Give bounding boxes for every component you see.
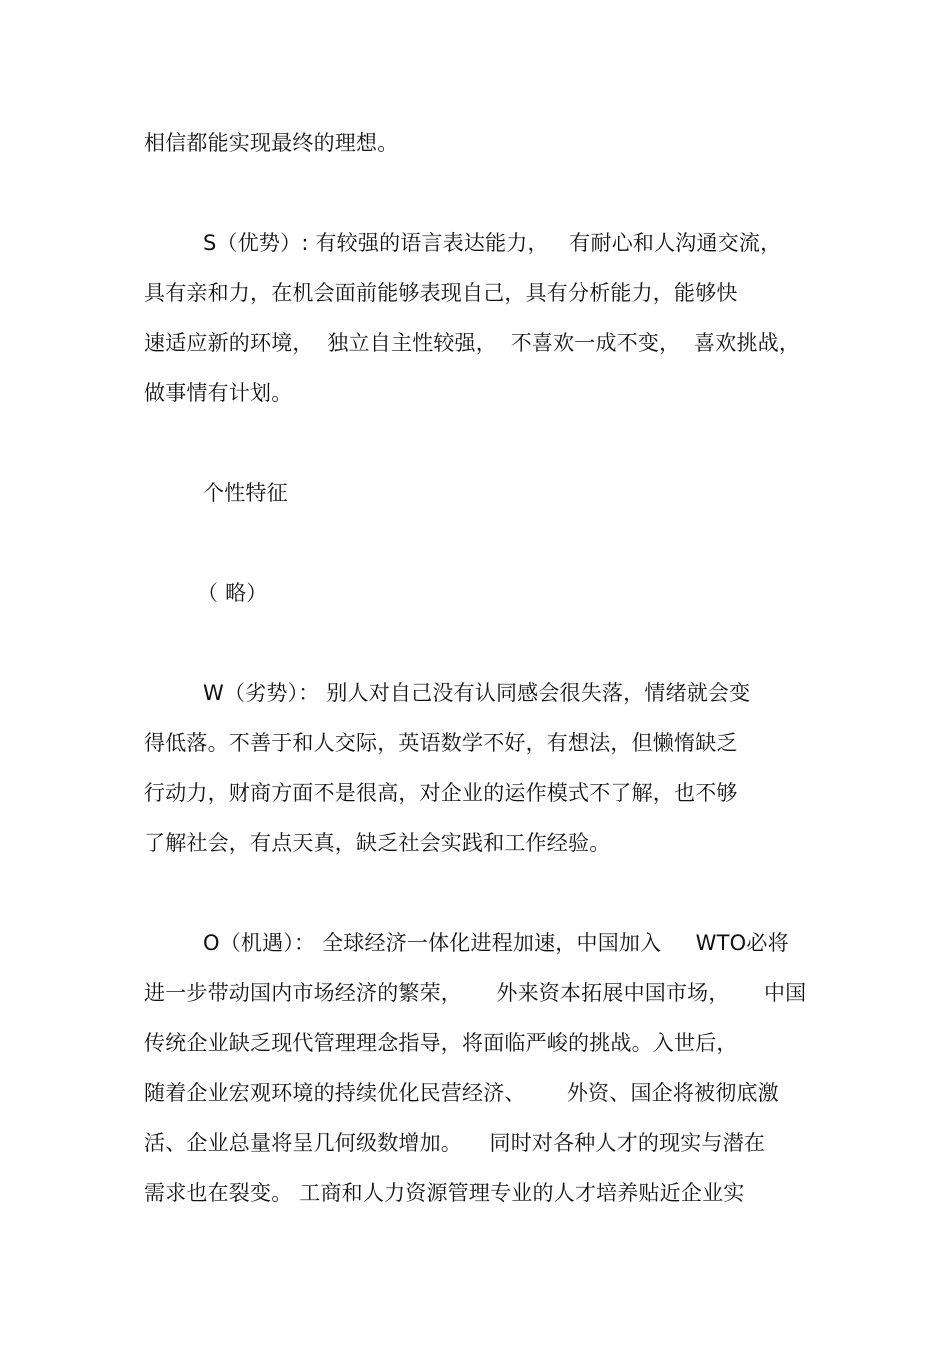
text-line: 进一步带动国内市场经济的繁荣， 外来资本拓展中国市场， 中国 [144, 981, 807, 1005]
personality-heading: 个性特征 [203, 481, 288, 505]
text-line: 活、企业总量将呈几何级数增加。 同时对各种人才的现实与潜在 [144, 1131, 766, 1155]
opportunities-heading-line: O（机遇）： 全球经济一体化进程加速，中国加入 WTO必将 [203, 931, 789, 955]
weaknesses-heading-line: W（劣势）： 别人对自己没有认同感会很失落，情绪就会变 [203, 681, 751, 705]
text-line: 速适应新的环境， 独立自主性较强， 不喜欢一成不变， 喜欢挑战， [144, 331, 801, 355]
text-line: 做事情有计划。 [144, 381, 293, 405]
text-line: 需求也在裂变。 工商和人力资源管理专业的人才培养贴近企业实 [144, 1181, 745, 1205]
text-line: 传统企业缺乏现代管理理念指导，将面临严峻的挑战。入世后， [144, 1031, 738, 1055]
text-line: 得低落。不善于和人交际，英语数学不好，有想法，但懒惰缺乏 [144, 731, 738, 755]
text-line: 相信都能实现最终的理想。 [144, 131, 399, 155]
text-line: 行动力，财商方面不是很高，对企业的运作模式不了解，也不够 [144, 781, 738, 805]
omitted-note: （ 略） [197, 581, 268, 605]
text-line: 了解社会，有点天真，缺乏社会实践和工作经验。 [144, 831, 611, 855]
text-line: 随着企业宏观环境的持续优化民营经济、 外资、国企将被彻底激 [144, 1081, 779, 1105]
strengths-heading-line: S（优势）: 有较强的语言表达能力， 有耐心和人沟通交流， [203, 231, 782, 255]
text-line: 具有亲和力，在机会面前能够表现自己，具有分析能力，能够快 [144, 281, 738, 305]
